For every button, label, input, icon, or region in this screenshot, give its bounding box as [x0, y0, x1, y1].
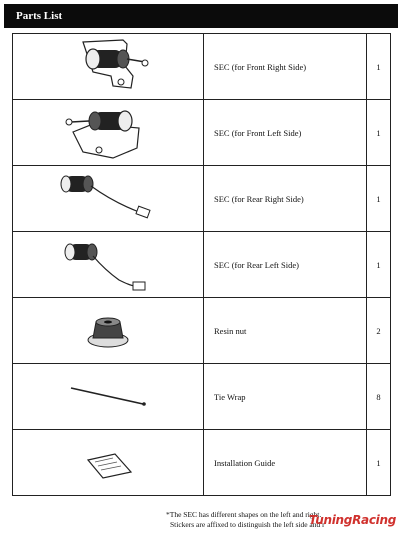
- part-quantity: 8: [367, 364, 391, 430]
- part-description: SEC (for Front Right Side): [204, 34, 367, 100]
- parts-table: [12, 33, 391, 496]
- footnote-line-1: *The SEC has different shapes on the left and right.: [166, 510, 322, 519]
- table-row: [13, 232, 391, 298]
- watermark-text: TuningRacing: [308, 513, 396, 527]
- table-row: [13, 166, 391, 232]
- table-row: [13, 34, 391, 100]
- sec-front-right-icon: [53, 36, 163, 98]
- parts-list-header: [4, 4, 398, 28]
- table-row: [13, 364, 391, 430]
- sec-front-left-icon: [53, 102, 163, 164]
- part-description: Installation Guide: [204, 430, 367, 496]
- part-quantity: 1: [367, 430, 391, 496]
- part-description: SEC (for Front Left Side): [204, 100, 367, 166]
- part-description: SEC (for Rear Right Side): [204, 166, 367, 232]
- part-image-cell: [13, 298, 204, 364]
- part-image-cell: [13, 34, 204, 100]
- part-description: Tie Wrap: [204, 364, 367, 430]
- part-image-cell: [13, 430, 204, 496]
- sec-rear-right-icon: [53, 168, 163, 230]
- sec-rear-left-icon: [53, 234, 163, 296]
- part-quantity: 2: [367, 298, 391, 364]
- part-quantity: 1: [367, 166, 391, 232]
- watermark-logo: [309, 513, 396, 527]
- part-quantity: 1: [367, 100, 391, 166]
- part-quantity: 1: [367, 34, 391, 100]
- resin-nut-icon: [53, 300, 163, 362]
- part-quantity: 1: [367, 232, 391, 298]
- header-title: Parts List: [16, 10, 63, 22]
- part-image-cell: [13, 232, 204, 298]
- part-image-cell: [13, 100, 204, 166]
- part-image-cell: [13, 364, 204, 430]
- part-description: SEC (for Rear Left Side): [204, 232, 367, 298]
- installation-guide-icon: [53, 432, 163, 494]
- tie-wrap-icon: [53, 366, 163, 428]
- table-row: [13, 100, 391, 166]
- table-row: [13, 298, 391, 364]
- part-description: Resin nut: [204, 298, 367, 364]
- footnote-line-2: Stickers are affixed to distinguish the left side and r: [170, 520, 325, 529]
- part-image-cell: [13, 166, 204, 232]
- table-row: [13, 430, 391, 496]
